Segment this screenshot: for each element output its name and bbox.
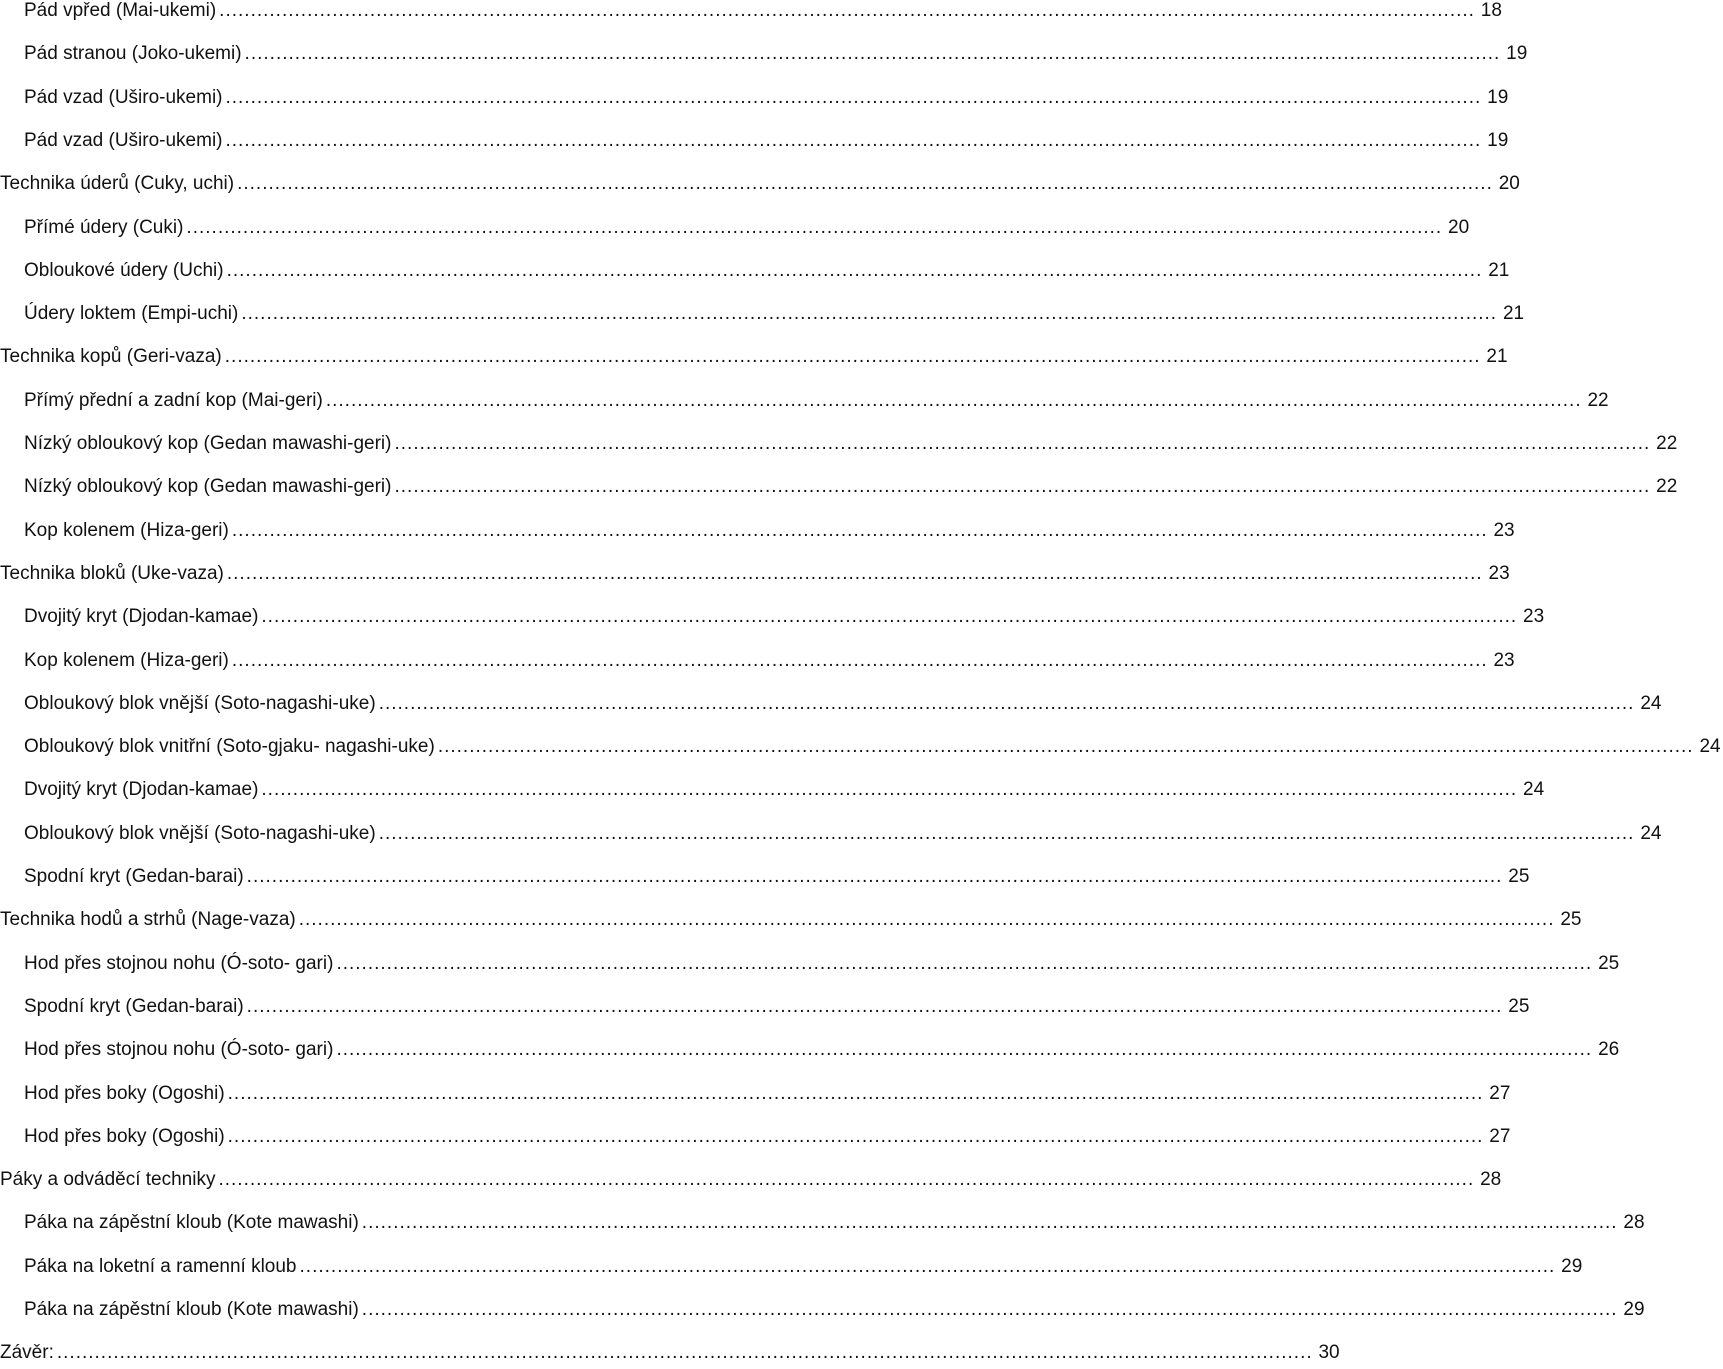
dot-leader: ........................................................................................................................................................................................................	[361, 1299, 1618, 1320]
toc-entry-page-number: 29	[1561, 1255, 1583, 1277]
dot-leader: ........................................................................................................................................................................................................	[226, 562, 1483, 584]
dot-leader: ........................................................................................................................................................................................................	[361, 1212, 1618, 1234]
toc-entry[interactable]	[0, 298, 1525, 330]
toc-entry[interactable]	[0, 168, 1520, 200]
toc-entry-title: Páky a odváděcí techniky	[0, 1169, 216, 1191]
toc-entry[interactable]	[0, 904, 1582, 936]
toc-entry-title: Kop kolenem (Hiza-geri)	[24, 649, 229, 671]
toc-entry-title: Dvojitý kryt (Djodan-kamae)	[24, 606, 259, 628]
toc-entry[interactable]	[0, 1078, 1511, 1110]
dot-leader: ........................................................................................................................................................................................................	[227, 1082, 1484, 1104]
toc-entry[interactable]	[0, 471, 1678, 503]
toc-entry[interactable]	[0, 601, 1545, 633]
toc-entry-title: Obloukové údery (Uchi)	[24, 259, 224, 281]
toc-entry-page-number: 28	[1623, 1212, 1645, 1234]
toc-entry-title: Spodní kryt (Gedan-barai)	[24, 995, 244, 1017]
dot-leader: ........................................................................................................................................................................................................	[56, 1342, 1313, 1364]
dot-leader: ........................................................................................................................................................................................................	[231, 519, 1488, 541]
toc-entry-title: Obloukový blok vnitřní (Soto-gjaku- nagashi-uke)	[24, 736, 435, 758]
toc-entry[interactable]	[0, 1034, 1620, 1066]
toc-entry-page-number: 24	[1640, 692, 1662, 714]
toc-entry-page-number: 23	[1493, 519, 1515, 541]
toc-entry-title: Páka na zápěstní kloub (Kote mawashi)	[24, 1299, 359, 1320]
toc-entry[interactable]	[0, 125, 1509, 157]
toc-entry-title: Kop kolenem (Hiza-geri)	[24, 519, 229, 541]
toc-entry-page-number: 25	[1508, 995, 1530, 1017]
toc-entry[interactable]	[0, 38, 1528, 70]
dot-leader: ........................................................................................................................................................................................................	[219, 0, 1475, 21]
toc-entry-page-number: 22	[1587, 389, 1609, 411]
toc-entry[interactable]	[0, 774, 1545, 806]
toc-entry-title: Technika hodů a strhů (Nage-vaza)	[0, 909, 296, 931]
toc-entry-page-number: 25	[1598, 952, 1620, 974]
toc-entry-title: Technika kopů (Geri-vaza)	[0, 346, 222, 368]
toc-entry-title: Pád vzad (Uširo-ukemi)	[24, 86, 223, 108]
toc-entry-page-number: 21	[1502, 303, 1525, 325]
toc-entry-page-number: 24	[1699, 736, 1721, 758]
toc-entry[interactable]	[0, 861, 1530, 893]
toc-entry-title: Pád vzad (Uširo-ukemi)	[24, 129, 223, 151]
toc-entry[interactable]	[0, 255, 1510, 287]
toc-entry-page-number: 23	[1488, 562, 1510, 584]
dot-leader: ........................................................................................................................................................................................................	[437, 736, 1694, 758]
toc-entry-page-number: 26	[1598, 1039, 1620, 1061]
dot-leader: ........................................................................................................................................................................................................	[394, 476, 1651, 498]
toc-entry-title: Nízký obloukový kop (Gedan mawashi-geri)	[24, 476, 392, 498]
dot-leader: ........................................................................................................................................................................................................	[394, 433, 1651, 454]
toc-entry[interactable]	[0, 818, 1662, 850]
dot-leader: ........................................................................................................................................................................................................	[244, 43, 1501, 65]
toc-entry-page-number: 24	[1523, 779, 1545, 801]
toc-entry-page-number: 18	[1480, 0, 1502, 21]
toc-entry[interactable]	[0, 645, 1515, 677]
toc-entry[interactable]	[0, 558, 1510, 590]
toc-entry-title: Pád stranou (Joko-ukemi)	[24, 43, 242, 65]
toc-entry-page-number: 27	[1489, 1082, 1511, 1104]
dot-leader: ........................................................................................................................................................................................................	[336, 952, 1593, 974]
dot-leader: ........................................................................................................................................................................................................	[231, 649, 1488, 671]
toc-entry-page-number: 19	[1487, 129, 1509, 151]
dot-leader: ........................................................................................................................................................................................................	[224, 346, 1481, 368]
dot-leader: ........................................................................................................................................................................................................	[225, 86, 1482, 108]
toc-entry-page-number: 22	[1656, 476, 1678, 498]
toc-entry[interactable]	[0, 1294, 1645, 1326]
toc-entry-title: Údery loktem (Empi-uchi)	[24, 303, 239, 325]
toc-entry-page-number: 20	[1448, 216, 1470, 238]
toc-entry-title: Nízký obloukový kop (Gedan mawashi-geri)	[24, 433, 392, 454]
toc-entry-title: Technika bloků (Uke-vaza)	[0, 562, 224, 584]
toc-entry-page-number: 27	[1489, 1125, 1511, 1147]
dot-leader: ........................................................................................................................................................................................................	[336, 1039, 1593, 1061]
toc-entry-title: Dvojitý kryt (Djodan-kamae)	[24, 779, 259, 801]
toc-entry[interactable]	[0, 1164, 1502, 1196]
toc-entry-title: Obloukový blok vnější (Soto-nagashi-uke)	[24, 692, 376, 714]
dot-leader: ........................................................................................................................................................................................................	[325, 389, 1582, 411]
toc-entry-page-number: 21	[1486, 346, 1508, 368]
toc-entry[interactable]	[0, 515, 1515, 547]
toc-entry-page-number: 19	[1506, 43, 1528, 65]
toc-entry[interactable]	[0, 1207, 1645, 1239]
dot-leader: ........................................................................................................................................................................................................	[226, 259, 1483, 281]
toc-entry-page-number: 19	[1487, 86, 1509, 108]
toc-entry-title: Závěr:	[0, 1342, 54, 1364]
toc-entry-title: Přímý přední a zadní kop (Mai-geri)	[24, 389, 323, 411]
toc-entry-title: Páka na zápěstní kloub (Kote mawashi)	[24, 1212, 359, 1234]
toc-entry[interactable]	[0, 1121, 1511, 1153]
toc-entry-title: Pád vpřed (Mai-ukemi)	[24, 0, 217, 21]
toc-entry-page-number: 24	[1640, 822, 1662, 844]
dot-leader: ........................................................................................................................................................................................................	[237, 173, 1493, 195]
toc-entry-title: Hod přes stojnou nohu (Ó-soto- gari)	[24, 952, 334, 974]
toc-entry[interactable]	[0, 1337, 1340, 1369]
toc-entry-page-number: 22	[1656, 433, 1678, 454]
toc-entry-page-number: 30	[1318, 1342, 1340, 1364]
toc-entry-title: Hod přes boky (Ogoshi)	[24, 1082, 225, 1104]
toc-entry-page-number: 20	[1498, 173, 1520, 195]
toc-entry[interactable]	[0, 212, 1470, 244]
toc-entry-title: Obloukový blok vnější (Soto-nagashi-uke)	[24, 822, 376, 844]
toc-entry[interactable]	[0, 0, 1502, 27]
dot-leader: ........................................................................................................................................................................................................	[186, 216, 1443, 238]
toc-entry[interactable]	[0, 991, 1530, 1023]
toc-entry[interactable]	[0, 688, 1662, 720]
toc-entry[interactable]	[0, 341, 1508, 373]
dot-leader: ........................................................................................................................................................................................................	[298, 909, 1555, 931]
toc-entry-page-number: 23	[1523, 606, 1545, 628]
toc-entry-page-number: 28	[1480, 1169, 1502, 1191]
toc-entry[interactable]	[0, 948, 1620, 980]
toc-entry-page-number: 21	[1488, 259, 1510, 281]
dot-leader: ........................................................................................................................................................................................................	[225, 129, 1482, 151]
dot-leader: ........................................................................................................................................................................................................	[261, 779, 1518, 801]
toc-entry-page-number: 25	[1508, 866, 1530, 887]
toc-entry-title: Technika úderů (Cuky, uchi)	[0, 173, 235, 195]
dot-leader: ........................................................................................................................................................................................................	[246, 995, 1503, 1017]
toc-entry-page-number: 23	[1493, 649, 1515, 671]
dot-leader: ........................................................................................................................................................................................................	[299, 1255, 1556, 1277]
toc-entry-title: Přímé údery (Cuki)	[24, 216, 184, 238]
toc-entry[interactable]	[0, 731, 1721, 763]
toc-entry-title: Páka na loketní a ramenní kloub	[24, 1255, 297, 1277]
dot-leader: ........................................................................................................................................................................................................	[261, 606, 1518, 628]
dot-leader: ........................................................................................................................................................................................................	[241, 303, 1498, 325]
dot-leader: ........................................................................................................................................................................................................	[246, 866, 1503, 887]
toc-entry-title: Hod přes boky (Ogoshi)	[24, 1125, 225, 1147]
toc-entry-title: Hod přes stojnou nohu (Ó-soto- gari)	[24, 1039, 334, 1061]
toc-entry-page-number: 25	[1560, 909, 1582, 931]
toc-entry-page-number: 29	[1623, 1299, 1645, 1320]
toc-entry[interactable]	[0, 428, 1678, 460]
dot-leader: ........................................................................................................................................................................................................	[378, 692, 1635, 714]
toc-entry-title: Spodní kryt (Gedan-barai)	[24, 866, 244, 887]
toc-entry[interactable]	[0, 82, 1509, 114]
dot-leader: ........................................................................................................................................................................................................	[227, 1125, 1484, 1147]
dot-leader: ........................................................................................................................................................................................................	[378, 822, 1635, 844]
toc-entry[interactable]	[0, 1251, 1583, 1283]
toc-entry[interactable]	[0, 385, 1609, 417]
dot-leader: ........................................................................................................................................................................................................	[218, 1169, 1475, 1191]
